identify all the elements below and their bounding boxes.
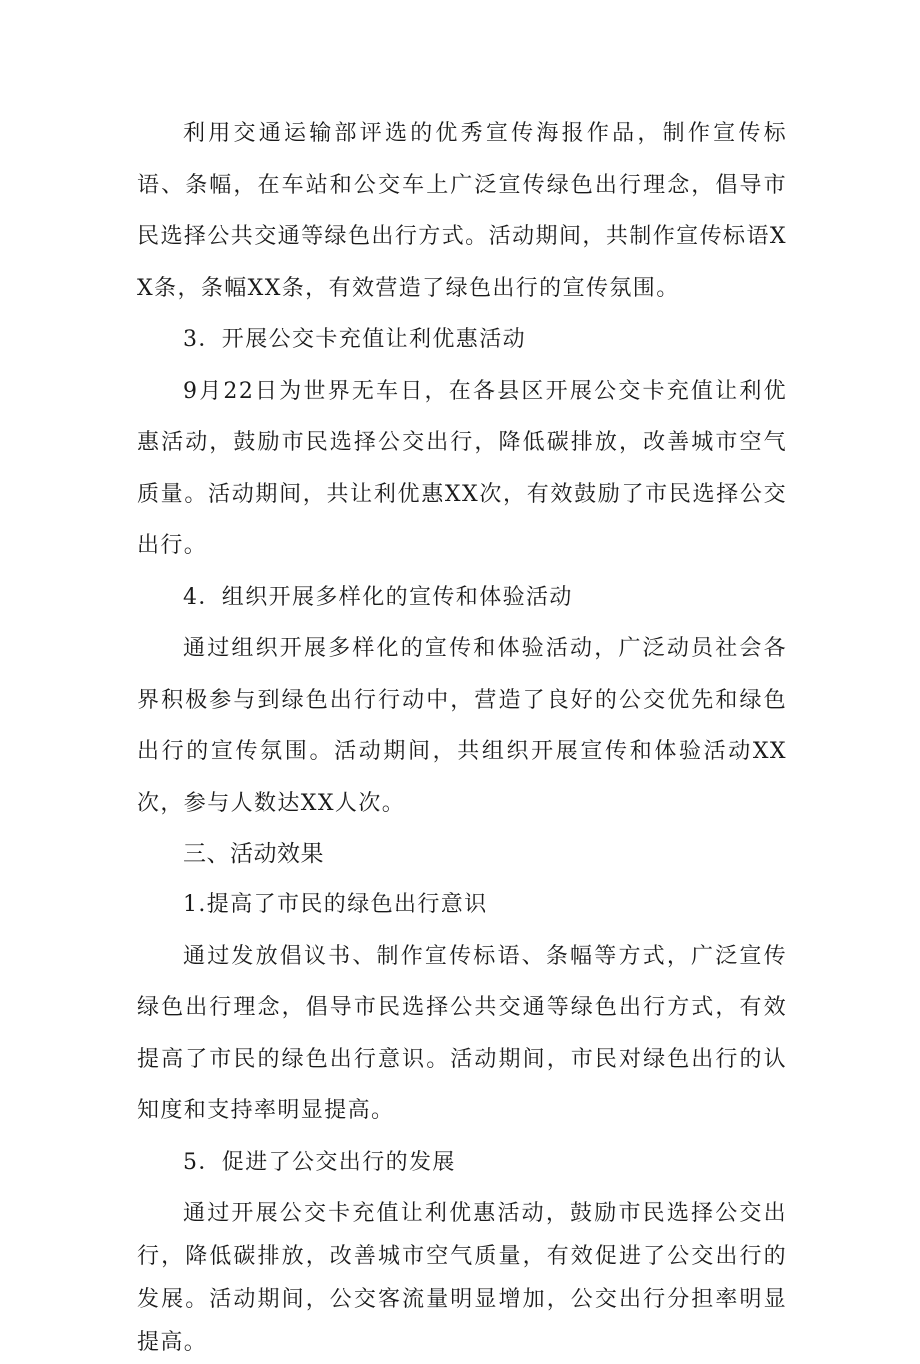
paragraph-car-free-day: 9月22日为世界无车日，在各县区开展公交卡充值让利优惠活动，鼓励市民选择公交出行，降低碳排放，改善城市空气质量。活动期间，共让利优惠XX次，有效鼓励了市民选择公交出行。: [137, 378, 787, 558]
heading-diverse-activities: 4．组织开展多样化的宣传和体验活动: [183, 584, 573, 610]
document-page: [137, 108, 787, 1364]
section-heading-activity-effects: 三、活动效果: [183, 841, 324, 867]
paragraph-green-awareness: 通过发放倡议书、制作宣传标语、条幅等方式，广泛宣传绿色出行理念，倡导市民选择公共交通等绿色出行方式，有效提高了市民的绿色出行意识。活动期间，市民对绿色出行的认知度和支持率明显提高。: [137, 943, 787, 1123]
heading-public-transit-development: 5．促进了公交出行的发展: [183, 1149, 456, 1175]
paragraph-public-transit-development: 通过开展公交卡充值让利优惠活动，鼓励市民选择公交出行，降低碳排放，改善城市空气质量，有效促进了公交出行的发展。活动期间，公交客流量明显增加，公交出行分担率明显提高。: [137, 1201, 787, 1355]
paragraph-diverse-activities: 通过组织开展多样化的宣传和体验活动，广泛动员社会各界积极参与到绿色出行行动中，营造了良好的公交优先和绿色出行的宣传氛围。活动期间，共组织开展宣传和体验活动XX次，参与人数达XX人次。: [137, 636, 787, 816]
paragraph-publicity-slogans: 利用交通运输部评选的优秀宣传海报作品，制作宣传标语、条幅，在车站和公交车上广泛宣传绿色出行理念，倡导市民选择公共交通等绿色出行方式。活动期间，共制作宣传标语XX条，条幅XX条，有效营造了绿色出行的宣传氛围。: [137, 121, 787, 301]
heading-green-awareness: 1.提高了市民的绿色出行意识: [183, 892, 488, 917]
heading-bus-card-discount: 3．开展公交卡充值让利优惠活动: [183, 327, 526, 352]
